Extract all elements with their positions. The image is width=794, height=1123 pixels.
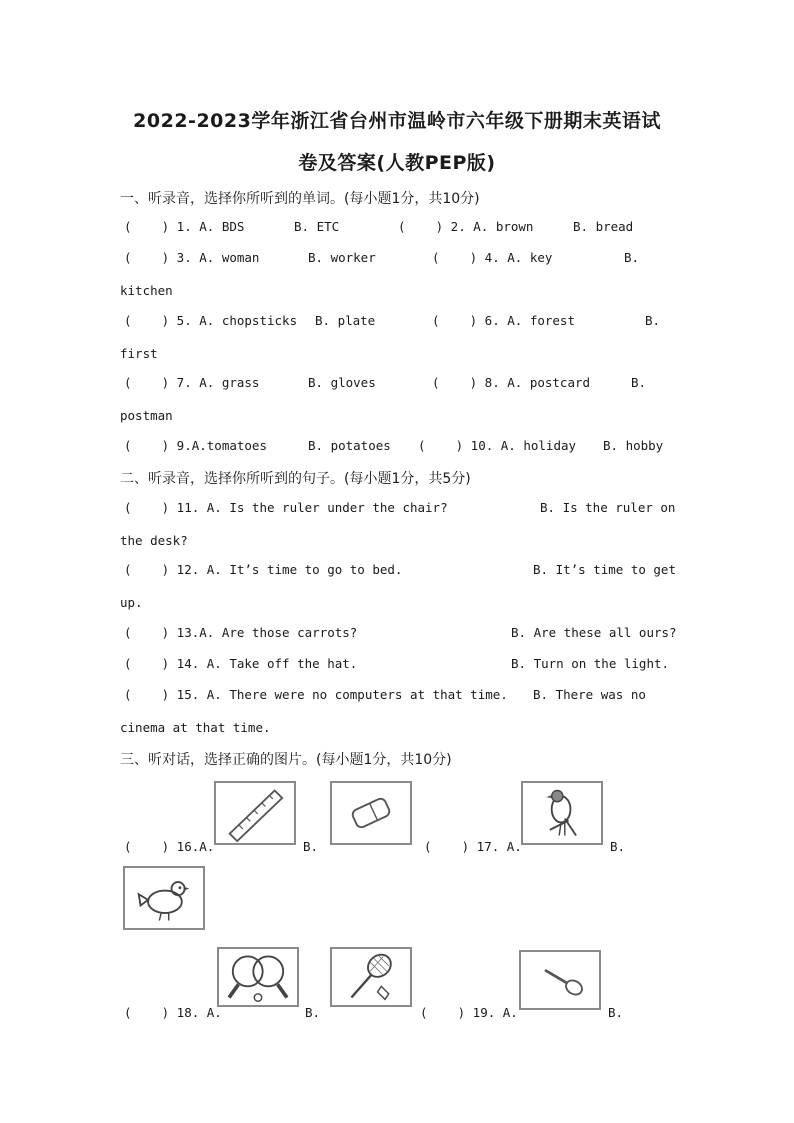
q4-a: ( ) 4. A. key bbox=[432, 250, 553, 265]
badminton-racket-icon bbox=[332, 949, 410, 1005]
q7-a: ( ) 7. A. grass bbox=[124, 375, 260, 390]
q7-b: B. gloves bbox=[308, 375, 376, 390]
q2-b: B. bread bbox=[573, 219, 634, 234]
page-title-line2: 卷及答案(人教PEP版) bbox=[298, 152, 496, 174]
q12-b: B. It’s time to get bbox=[533, 562, 676, 577]
q15-wrap: cinema at that time. bbox=[120, 720, 271, 735]
bird-picture bbox=[123, 866, 205, 930]
q5-a: ( ) 5. A. chopsticks bbox=[124, 313, 298, 328]
q10-a: ( ) 10. A. holiday bbox=[418, 438, 577, 453]
q16-b: B. bbox=[303, 839, 319, 854]
q9-b: B. potatoes bbox=[308, 438, 391, 453]
q3-b: B. worker bbox=[308, 250, 376, 265]
q10-b: B. hobby bbox=[603, 438, 664, 453]
q15-b: B. There was no bbox=[533, 687, 646, 702]
q19-a: ( ) 19. A. bbox=[420, 1005, 518, 1020]
ruler-icon bbox=[216, 783, 294, 843]
badminton-racket-picture bbox=[330, 947, 412, 1007]
bird-on-branch-icon bbox=[523, 783, 601, 843]
spoon-picture bbox=[519, 950, 601, 1010]
bird-on-branch-picture bbox=[521, 781, 603, 845]
section1-heading: 一、听录音，选择你所听到的单词。(每小题1分，共10分) bbox=[120, 191, 480, 207]
ruler-picture bbox=[214, 781, 296, 845]
q4-b-wrap: kitchen bbox=[120, 283, 173, 298]
q11-b: B. Is the ruler on bbox=[540, 500, 676, 515]
q17-a: ( ) 17. A. bbox=[424, 839, 522, 854]
q12-wrap: up. bbox=[120, 595, 143, 610]
section2-heading: 二、听录音，选择你所听到的句子。(每小题1分，共5分) bbox=[120, 471, 471, 487]
q17-b: B. bbox=[610, 839, 626, 854]
q14-a: ( ) 14. A. Take off the hat. bbox=[124, 656, 358, 671]
q1-b: B. ETC bbox=[294, 219, 340, 234]
q16-a: ( ) 16.A. bbox=[124, 839, 215, 854]
ping-pong-paddles-icon bbox=[219, 949, 297, 1005]
q1-a: ( ) 1. A. BDS bbox=[124, 219, 245, 234]
q4-b: B. bbox=[624, 250, 640, 265]
ping-pong-paddles-picture bbox=[217, 947, 299, 1007]
q18-a: ( ) 18. A. bbox=[124, 1005, 222, 1020]
spoon-icon bbox=[521, 952, 599, 1008]
eraser-picture bbox=[330, 781, 412, 845]
q11-a: ( ) 11. A. Is the ruler under the chair? bbox=[124, 500, 448, 515]
q11-wrap: the desk? bbox=[120, 533, 188, 548]
q13-a: ( ) 13.A. Are those carrots? bbox=[124, 625, 358, 640]
q13-b: B. Are these all ours? bbox=[511, 625, 677, 640]
q2-a: ( ) 2. A. brown bbox=[398, 219, 534, 234]
page-title-line1: 2022-2023学年浙江省台州市温岭市六年级下册期末英语试 bbox=[133, 110, 661, 132]
q3-a: ( ) 3. A. woman bbox=[124, 250, 260, 265]
q9-a: ( ) 9.A.tomatoes bbox=[124, 438, 267, 453]
q5-b: B. plate bbox=[315, 313, 376, 328]
q14-b: B. Turn on the light. bbox=[511, 656, 670, 671]
q6-b: B. bbox=[645, 313, 661, 328]
q6-a: ( ) 6. A. forest bbox=[432, 313, 575, 328]
q8-b-wrap: postman bbox=[120, 408, 173, 423]
q12-a: ( ) 12. A. It’s time to go to bed. bbox=[124, 562, 403, 577]
q18-b: B. bbox=[305, 1005, 321, 1020]
q15-a: ( ) 15. A. There were no computers at that time. bbox=[124, 687, 508, 702]
bird-icon bbox=[125, 868, 203, 928]
section3-heading: 三、听对话，选择正确的图片。(每小题1分，共10分) bbox=[120, 752, 452, 768]
q6-b-wrap: first bbox=[120, 346, 158, 361]
q8-b: B. bbox=[631, 375, 647, 390]
q8-a: ( ) 8. A. postcard bbox=[432, 375, 591, 390]
q19-b: B. bbox=[608, 1005, 624, 1020]
eraser-icon bbox=[332, 783, 410, 843]
